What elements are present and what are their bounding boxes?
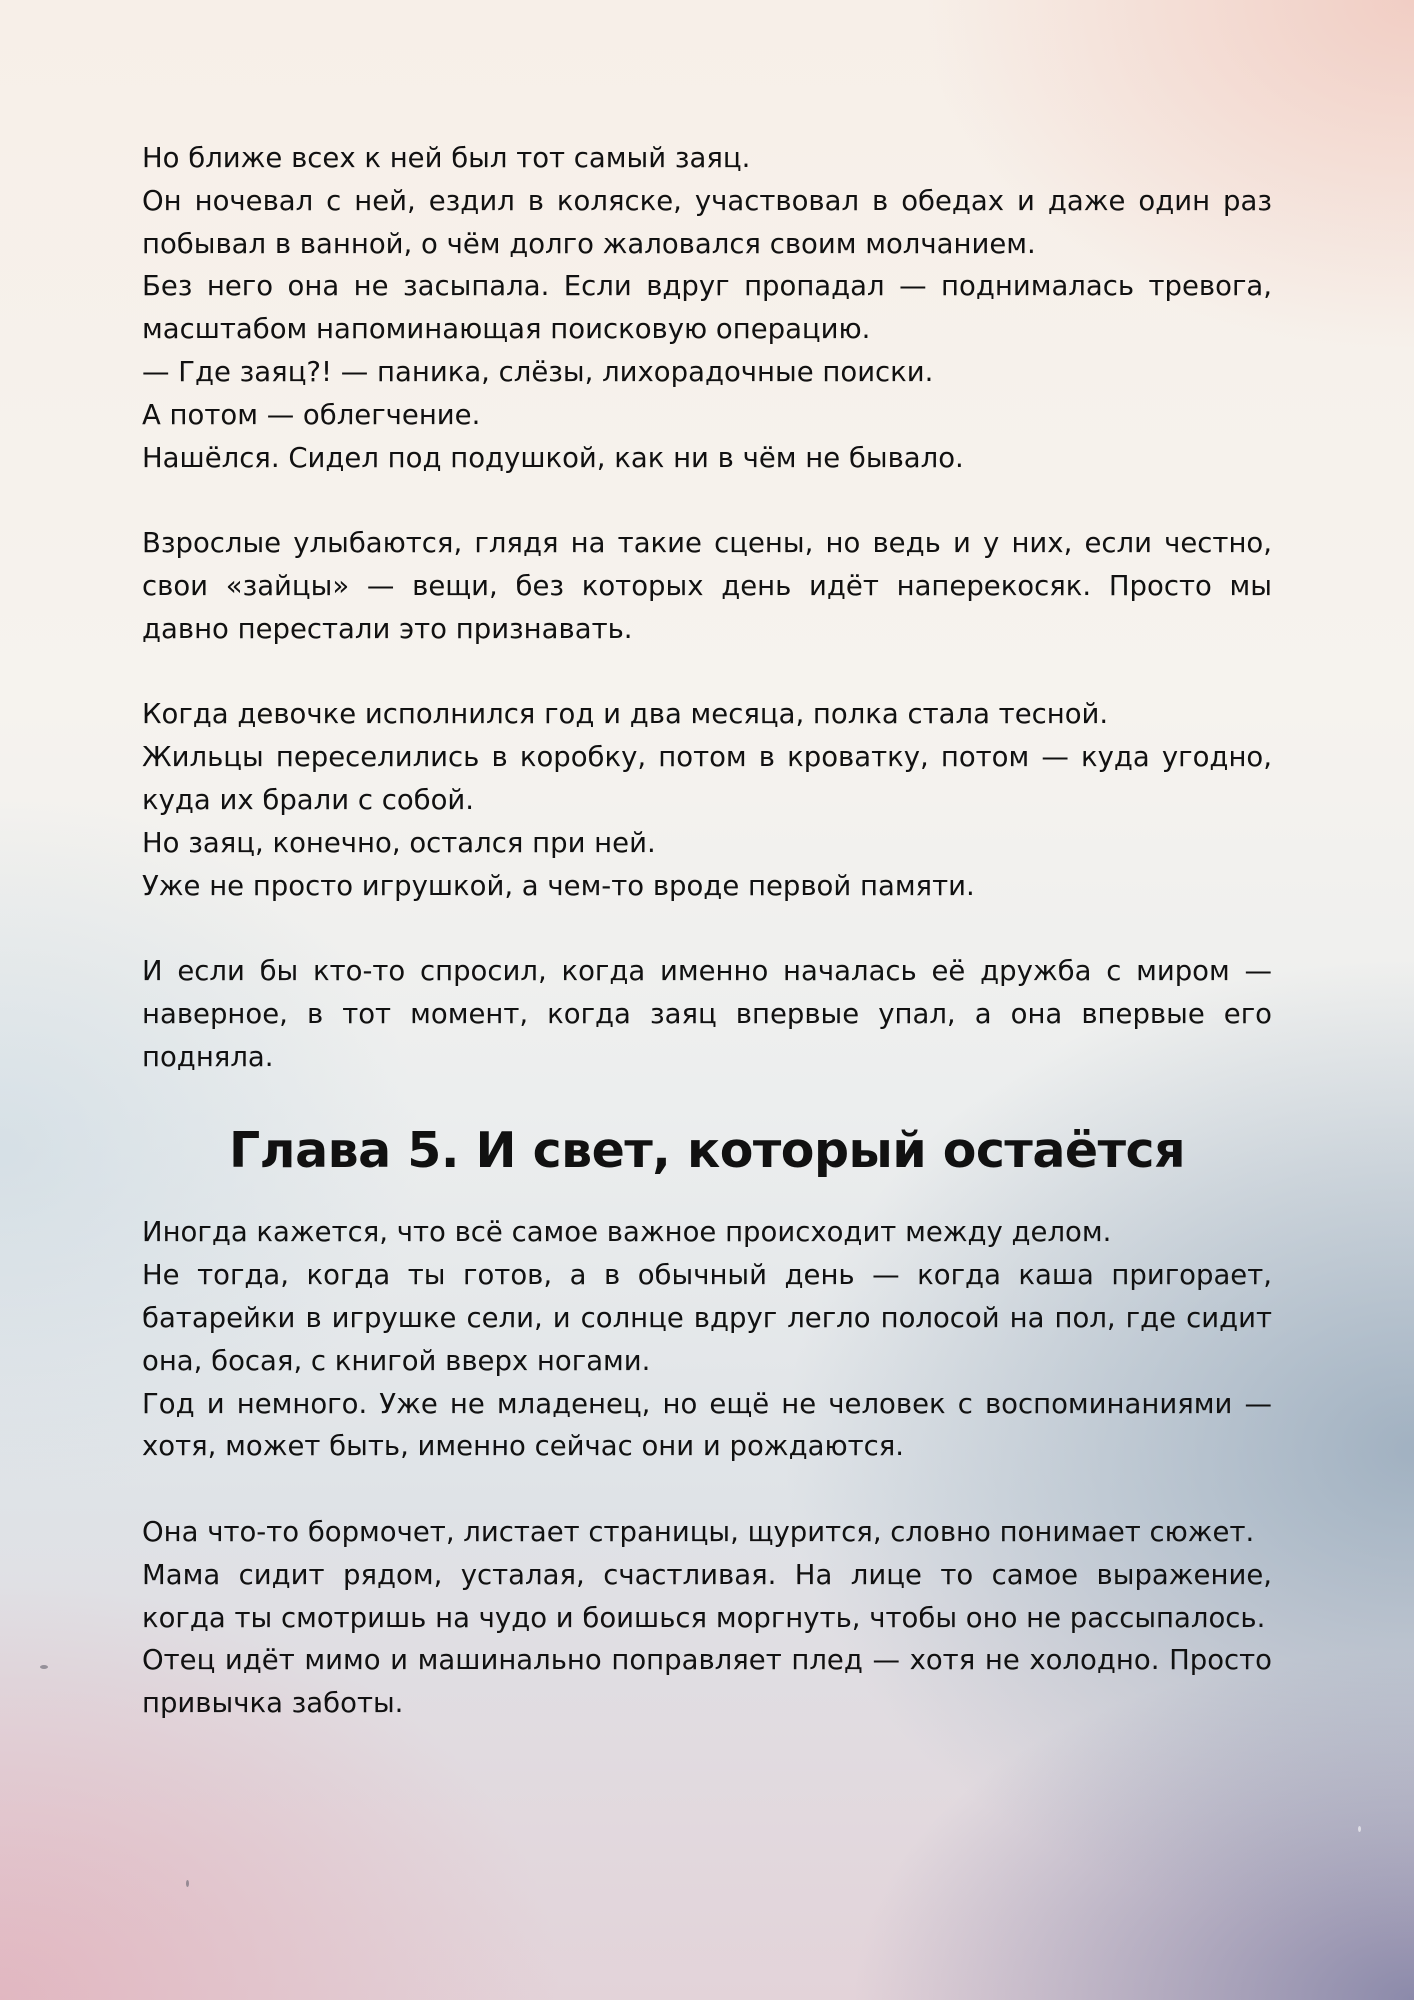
text-line: И если бы кто-то спросил, когда именно началась её дружба с миром — наверное, в тот момент, когда заяц впервые упал, а она впервые его подняла.	[142, 955, 1272, 1073]
text-line: Жильцы переселились в коробку, потом в кроватку, потом — куда угодно, куда их брали с собой.	[142, 741, 1272, 816]
text-line: А потом — облегчение.	[142, 398, 481, 431]
text-line: Иногда кажется, что всё самое важное происходит между делом.	[142, 1216, 1112, 1249]
page-content	[142, 137, 1272, 1768]
paragraph	[142, 1511, 1272, 1725]
paragraph	[142, 1211, 1272, 1468]
paper-speck-decoration	[40, 1665, 48, 1669]
text-line: Когда девочке исполнился год и два месяца, полка стала тесной.	[142, 698, 1109, 731]
text-line: Но заяц, конечно, остался при ней.	[142, 826, 656, 859]
text-line: Нашёлся. Сидел под подушкой, как ни в чём не бывало.	[142, 441, 964, 474]
text-line: Без него она не засыпала. Если вдруг пропадал — поднималась тревога, масштабом напоминающая поисковую операцию.	[142, 270, 1272, 346]
text-line: Но ближе всех к ней был тот самый заяц.	[142, 142, 751, 174]
paragraph	[142, 950, 1272, 1078]
paper-speck-decoration	[1358, 1826, 1361, 1832]
chapter-title: Глава 5. И свет, который остаётся	[228, 1122, 1186, 1180]
paragraph	[142, 137, 1272, 479]
text-line: Мама сидит рядом, усталая, счастливая. На лице то самое выражение, когда ты смотришь на чудо и боишься моргнуть, чтобы оно не рассыпалось.	[142, 1558, 1272, 1634]
text-line: Она что-то бормочет, листает страницы, щурится, словно понимает сюжет.	[142, 1515, 1255, 1548]
chapter-section	[142, 1121, 1272, 1725]
paragraph	[142, 522, 1272, 650]
text-line: — Где заяц?! — паника, слёзы, лихорадочные поиски.	[142, 355, 934, 388]
text-line: Не тогда, когда ты готов, а в обычный день — когда каша пригорает, батарейки в игрушке сели, и солнце вдруг легло полосой на пол, где сидит она, босая, с книгой вверх ногами.	[142, 1259, 1272, 1377]
text-line: Год и немного. Уже не младенец, но ещё не человек с воспоминаниями — хотя, может быть, именно сейчас они и рождаются.	[142, 1387, 1272, 1463]
text-line: Он ночевал с ней, ездил в коляске, участвовал в обедах и даже один раз побывал в ванной, о чём долго жаловался своим молчанием.	[142, 184, 1272, 260]
text-line: Взрослые улыбаются, глядя на такие сцены, но ведь и у них, если честно, свои «зайцы» — вещи, без которых день идёт наперекосяк. Просто мы давно перестали это признавать.	[142, 527, 1272, 645]
section-before-chapter	[142, 137, 1272, 1079]
paper-speck-decoration	[186, 1880, 189, 1887]
text-line: Отец идёт мимо и машинально поправляет плед — хотя не холодно. Просто привычка заботы.	[142, 1644, 1272, 1720]
text-line: Уже не просто игрушкой, а чем-то вроде первой памяти.	[142, 869, 975, 902]
paragraph	[142, 693, 1272, 907]
